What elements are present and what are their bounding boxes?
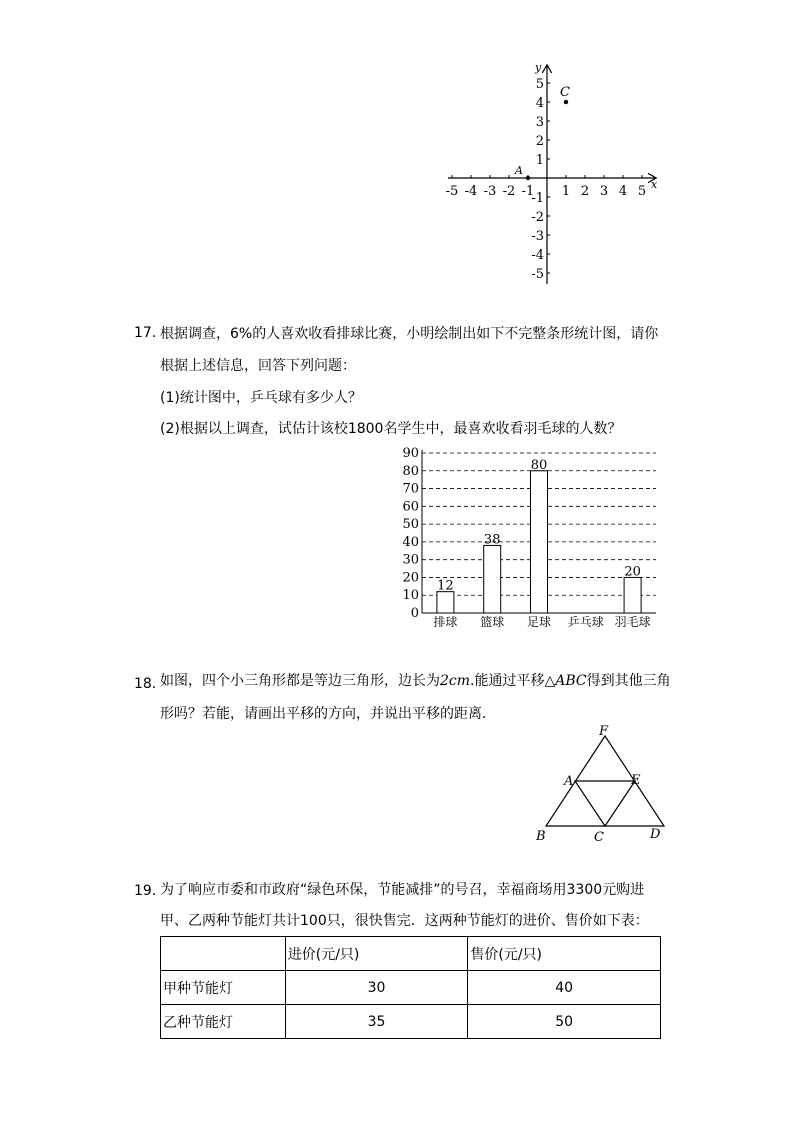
y-tick-label: 5 <box>535 77 544 92</box>
x-tick-label: 2 <box>580 184 590 199</box>
q18-text-c: 得到其他三角 <box>586 673 671 689</box>
y-tick-label: 2 <box>535 134 544 149</box>
label-a: A <box>564 774 574 789</box>
x-tick-label: 3 <box>599 184 609 199</box>
category-label: 乒乓球 <box>567 615 604 629</box>
y-tick-label: -5 <box>531 267 544 282</box>
q19-line1: 为了响应市委和市政府“绿色环保，节能减排”的号召，幸福商场用3300元购进 <box>160 882 645 898</box>
y-tick-label: 4 <box>535 96 544 111</box>
bar-data-label: 80 <box>530 457 548 473</box>
y-tick-label: 30 <box>402 552 419 568</box>
x-tick-label: 1 <box>561 184 571 199</box>
q18-math-length: 2cm <box>440 673 471 689</box>
y-tick-label: 80 <box>402 463 419 479</box>
q18-line2: 形吗？若能，请画出平移的方向，并说出平移的距离． <box>160 706 496 722</box>
table-header-cell <box>161 937 286 971</box>
q19-number: 19. <box>134 883 157 899</box>
bar-data-label: 38 <box>483 532 501 548</box>
table-header-cell: 进价(元/只) <box>285 937 468 971</box>
category-label: 篮球 <box>480 615 505 629</box>
q18-text-b: .能通过平移 <box>470 673 545 689</box>
table-cell: 50 <box>468 1005 661 1039</box>
q17-line2: 根据上述信息，回答下列问题： <box>160 358 356 374</box>
table-cell: 乙种节能灯 <box>161 1005 286 1039</box>
table-header-row <box>161 937 661 971</box>
table-row <box>161 971 661 1005</box>
y-tick-label: 40 <box>402 534 419 550</box>
triangle-figure <box>530 722 670 848</box>
bar-data-label: 20 <box>624 564 641 580</box>
label-f: F <box>599 724 609 739</box>
x-tick-label: -5 <box>445 184 459 199</box>
q17-number: 17. <box>134 325 157 341</box>
x-tick-label: -1 <box>521 184 535 199</box>
y-tick-label: 50 <box>402 517 419 533</box>
x-tick-label: 4 <box>618 184 628 199</box>
label-e: E <box>631 773 641 788</box>
bar-data-label: 12 <box>437 578 454 594</box>
q18-line1 <box>160 671 671 691</box>
y-tick-label: 3 <box>535 115 544 130</box>
table-cell: 甲种节能灯 <box>161 971 286 1005</box>
label-b: B <box>536 829 546 844</box>
point-a <box>526 176 530 180</box>
table-header-cell: 售价(元/只) <box>468 937 661 971</box>
x-tick-label: 5 <box>637 184 647 199</box>
x-tick-label: -3 <box>483 184 497 199</box>
y-tick-label: -4 <box>531 248 544 263</box>
q17-line1: 根据调查，6%的人喜欢收看排球比赛，小明绘制出如下不完整条形统计图，请你 <box>160 326 659 342</box>
inner-triangle <box>575 781 635 826</box>
y-tick-label: 60 <box>402 499 419 515</box>
point-a-label: A <box>515 164 523 177</box>
y-tick-label: 1 <box>535 153 544 168</box>
y-tick-label: 10 <box>402 588 419 604</box>
bar <box>531 471 548 613</box>
y-tick-label: 20 <box>402 570 419 586</box>
label-c: C <box>594 830 604 845</box>
bar <box>624 577 641 613</box>
y-tick-label: 0 <box>410 606 419 621</box>
y-tick-label: -3 <box>531 229 544 244</box>
bar <box>484 545 501 613</box>
coordinate-plane <box>440 58 670 290</box>
price-table <box>160 936 661 1039</box>
x-tick-label: -2 <box>502 184 516 199</box>
table-cell: 40 <box>468 971 661 1005</box>
q17-sub1: (1)统计图中，乒乓球有多少人？ <box>160 390 362 406</box>
q17-sub2: (2)根据以上调查，试估计该校1800名学生中，最喜欢收看羽毛球的人数？ <box>160 421 622 437</box>
label-d: D <box>650 827 661 842</box>
y-axis-label: y <box>535 61 542 74</box>
y-tick-label: -1 <box>531 191 544 206</box>
x-tick-label: -4 <box>464 184 478 199</box>
table-row <box>161 1005 661 1039</box>
q19-line2: 甲、乙两种节能灯共计100只，很快售完．这两种节能灯的进价、售价如下表： <box>160 913 649 929</box>
bar <box>437 592 454 613</box>
q18-text-a: 如图，四个小三角形都是等边三角形，边长为 <box>160 673 440 689</box>
y-tick-label: 90 <box>402 446 419 461</box>
point-c <box>564 100 568 104</box>
table-cell: 35 <box>285 1005 468 1039</box>
bar-chart <box>398 440 668 636</box>
x-axis-label: x <box>651 178 658 191</box>
category-label: 羽毛球 <box>614 615 651 629</box>
y-tick-label: -2 <box>531 210 544 225</box>
table-cell: 30 <box>285 971 468 1005</box>
category-label: 足球 <box>526 615 552 629</box>
y-tick-label: 70 <box>402 481 419 497</box>
q18-number: 18. <box>134 676 157 692</box>
point-c-label: C <box>560 85 570 100</box>
q18-math-triangle: △ABC <box>544 673 587 689</box>
category-label: 排球 <box>433 615 458 629</box>
